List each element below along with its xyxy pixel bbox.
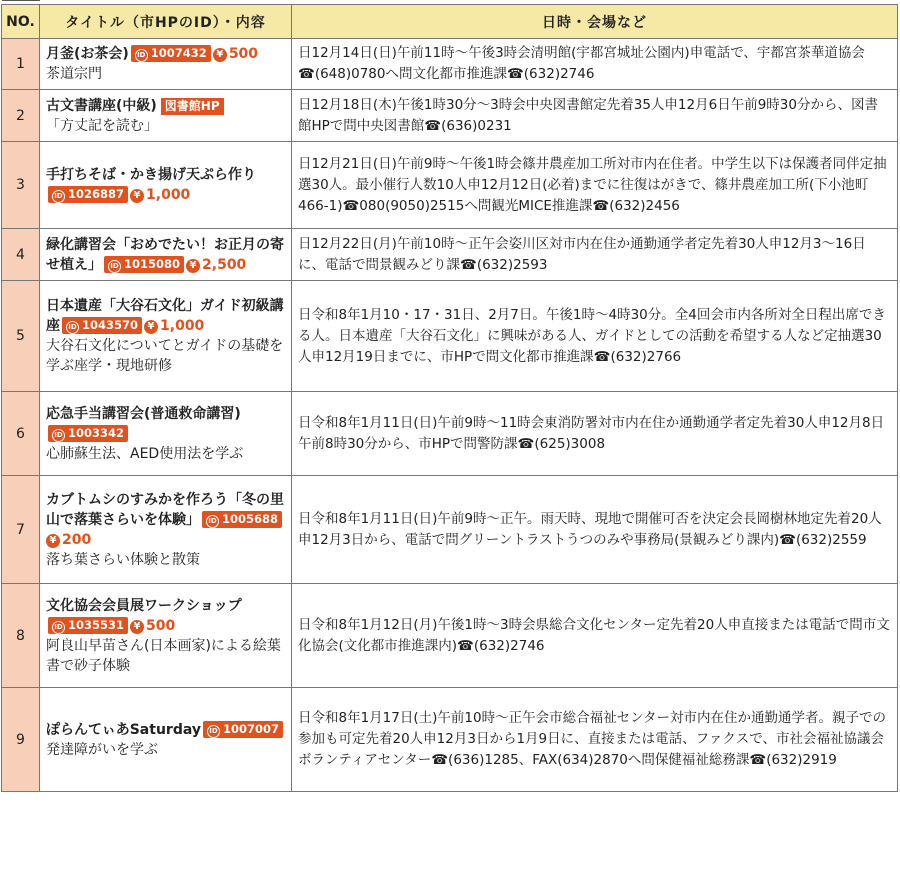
event-title-cell [40,281,292,392]
event-table [1,4,898,792]
city-hp-id-badge[interactable] [131,45,211,62]
fee-value: 2,500 [202,256,247,273]
event-description: 発達障がいを学ぶ [46,741,158,758]
fee [186,257,246,273]
id-circle-icon: ID [108,260,121,273]
event-title: 緑化講習会「おめでたい！お正月の寄せ植え」 [46,236,284,273]
city-hp-id-badge[interactable] [48,617,128,634]
fee [46,532,91,548]
table-row [2,476,898,584]
event-description: 茶道宗門 [46,66,102,82]
event-title: 文化協会会員展ワークショップ [46,597,242,614]
yen-icon: ¥ [46,534,60,548]
id-circle-icon: ID [66,321,79,334]
row-number: 4 [2,229,40,281]
event-title-cell [40,90,292,142]
yen-icon: ¥ [213,48,227,62]
row-number: 3 [2,142,40,229]
fee-value: 200 [62,531,92,548]
row-number: 2 [2,90,40,142]
event-description: 心肺蘇生法、AED使用法を学ぶ [46,445,244,462]
event-title-cell [40,688,292,792]
city-hp-id: 1007007 [222,721,279,736]
table-header-row [2,5,898,39]
event-description: 落ち葉さらい体験と散策 [46,551,200,568]
city-hp-id: 1003342 [68,425,125,440]
row-number: 7 [2,476,40,584]
city-hp-id: 1035531 [68,617,125,632]
row-number: 9 [2,688,40,792]
header-detail: 日時・会場など [292,5,898,39]
event-title: 手打ちそば・かき揚げ天ぷら作り [46,167,256,183]
fee-value: 500 [146,617,176,634]
city-hp-id: 1015080 [124,256,181,271]
table-row [2,90,898,142]
city-hp-id-badge[interactable] [48,425,128,442]
fee-value: 500 [228,46,259,62]
id-circle-icon: ID [135,49,148,62]
city-hp-id-badge[interactable] [48,186,128,203]
id-circle-icon: ID [52,621,65,634]
event-title: 古文書講座(中級) [46,97,157,114]
fee [130,187,190,203]
fee-value: 1,000 [146,187,191,203]
fee-value: 1,000 [160,318,205,334]
row-number: 8 [2,584,40,688]
event-description: 大谷石文化についてとガイドの基礎を学ぶ座学・現地研修 [46,338,284,374]
id-circle-icon: ID [206,515,219,528]
city-hp-id-badge[interactable] [202,511,282,528]
city-hp-id: 1007432 [150,46,207,60]
event-detail: 日12月14日(日)午前11時～午後3時会清明館(宇都宮城址公園内)申電話で、宇都宮茶華道協会☎(648)0780へ問文化都市推進課☎(632)2746 [292,39,898,90]
city-hp-id: 1043570 [82,318,139,332]
yen-icon: ¥ [130,620,144,634]
table-row [2,688,898,792]
table-row [2,39,898,90]
city-hp-id-badge[interactable] [62,317,142,334]
yen-icon: ¥ [144,320,158,334]
event-title: 月釜(お茶会) [46,46,129,62]
row-number: 6 [2,392,40,476]
yen-icon: ¥ [186,259,200,273]
city-hp-id: 1005688 [222,511,279,526]
row-number: 1 [2,39,40,90]
event-title-cell [40,39,292,90]
id-circle-icon: ID [207,725,220,738]
fee [213,46,258,62]
header-title: タイトル（市HPのID）・内容 [40,5,292,39]
event-detail: 日12月22日(月)午前10時～正午会姿川区対市内在住か通勤通学者定先着30人申12月3～16日に、電話で問景観みどり課☎(632)2593 [292,229,898,281]
table-row [2,584,898,688]
event-title-cell [40,584,292,688]
table-row [2,142,898,229]
fee [130,618,175,634]
event-detail: 日令和8年1月12日(月)午後1時～3時会県総合文化センター定先着20人申直接または電話で問市文化協会(文化都市推進課内)☎(632)2746 [292,584,898,688]
city-hp-id-badge[interactable] [203,721,283,738]
event-title-cell [40,476,292,584]
event-detail: 日令和8年1月11日(日)午前9時～正午。雨天時、現地で開催可否を決定会長岡樹林地定先着20人申12月3日から、電話で問グリーントラストうつのみや事務局(景観みどり課内)☎(632)2559 [292,476,898,584]
table-row [2,281,898,392]
library-hp-badge[interactable]: 図書館HP [161,98,224,115]
event-detail: 日令和8年1月17日(土)午前10時～正午会市総合福祉センター対市内在住か通勤通学者。親子での参加も可定先着20人申12月3日から1月9日に、直接または電話、ファクスで、市社会福祉協議会ボランティアセンター☎(636)1285、FAX(634)2870へ問保健福祉総務課☎(632)2919 [292,688,898,792]
event-title: 日本遺産「大谷石文化」ガイド初級講座 [46,298,284,334]
city-hp-id: 1026887 [68,187,125,201]
row-number: 5 [2,281,40,392]
event-title-cell [40,392,292,476]
yen-icon: ¥ [130,189,144,203]
event-detail: 日令和8年1月11日(日)午前9時～11時会東消防署対市内在住か通勤通学者定先着30人申12月8日午前8時30分から、市HPで問警防課☎(625)3008 [292,392,898,476]
id-circle-icon: ID [52,190,65,203]
event-description: 「方丈記を読む」 [46,117,158,134]
table-row [2,229,898,281]
table-row [2,392,898,476]
event-title-cell [40,142,292,229]
event-description: 阿良山早苗さん(日本画家)による絵葉書で砂子体験 [46,637,281,674]
event-detail: 日12月21日(日)午前9時～午後1時会篠井農産加工所対市内在住者。中学生以下は保護者同伴定抽選30人。最小催行人数10人申12月12日(必着)までに往復はがきで、篠井農産加工所(下小池町466-1)☎080(9050)2515へ問観光MICE推進課☎(632)2456 [292,142,898,229]
id-circle-icon: ID [52,429,65,442]
event-title: カブトムシのすみかを作ろう「冬の里山で落葉さらいを体験」 [46,491,284,528]
fee [144,318,204,334]
city-hp-id-badge[interactable] [104,256,184,273]
event-title-cell [40,229,292,281]
event-detail: 日令和8年1月10・17・31日、2月7日。午後1時～4時30分。全4回会市内各所対全日程出席できる人。日本遺産「大谷石文化」に興味がある人、ガイドとしての活動を希望する人など定抽選30人申12月19日までに、市HPで問文化都市推進課☎(632)2766 [292,281,898,392]
event-title: 応急手当講習会(普通救命講習) [46,405,241,422]
event-title: ぽらんてぃあSaturday [46,721,201,738]
header-no: NO. [2,5,40,39]
event-detail: 日12月18日(木)午後1時30分～3時会中央図書館定先着35人申12月6日午前9時30分から、図書館HPで問中央図書館☎(636)0231 [292,90,898,142]
